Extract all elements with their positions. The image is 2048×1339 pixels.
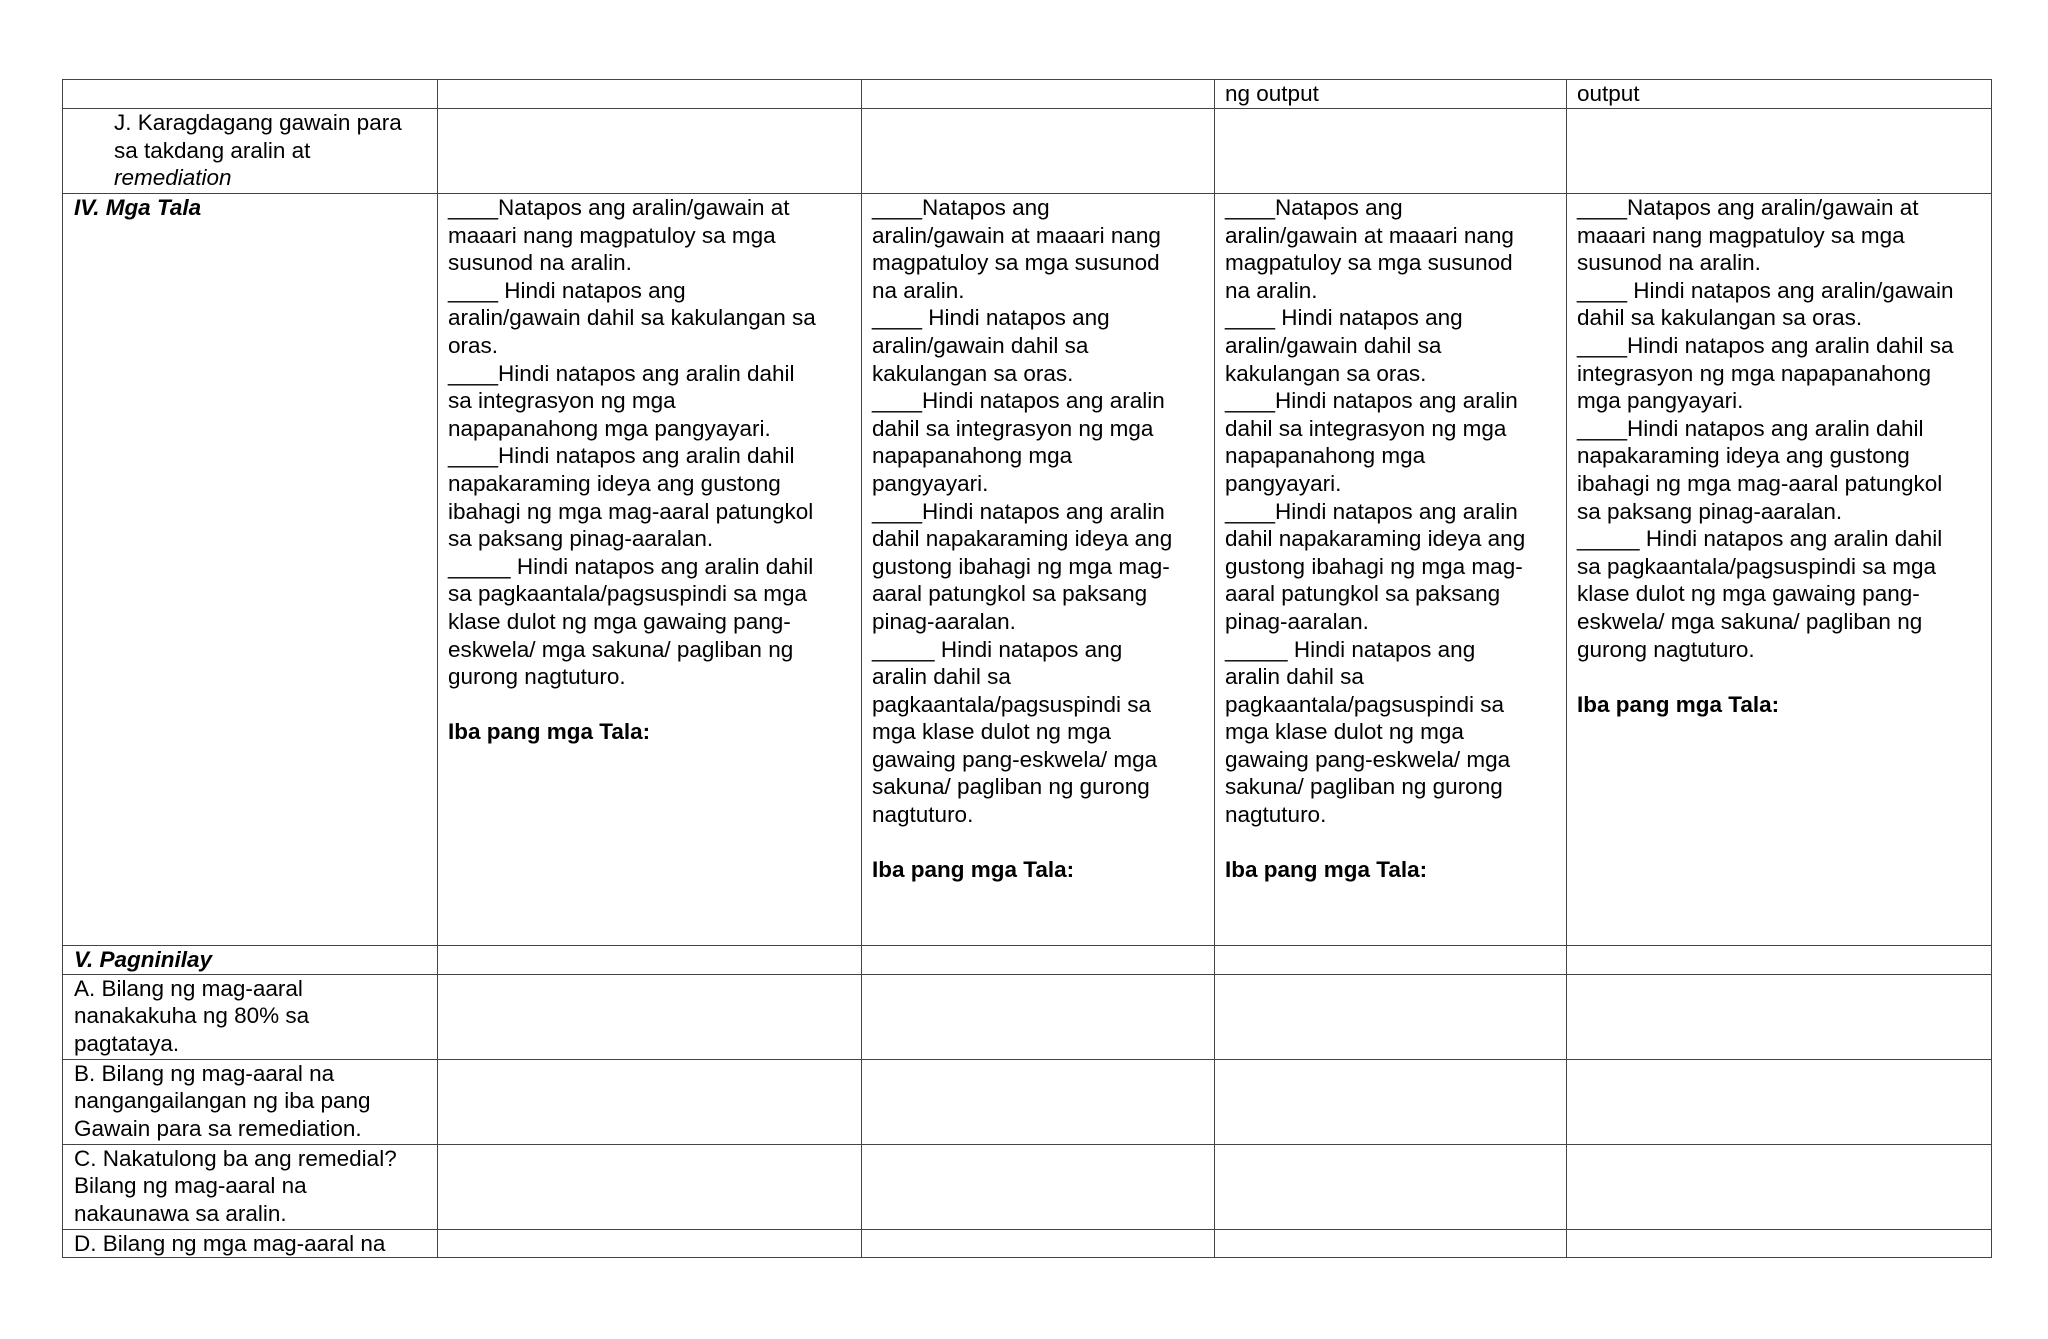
note-line: eskwela/ mga sakuna/ pagliban ng bbox=[1577, 608, 1923, 634]
note-line: susunod na aralin. bbox=[448, 250, 632, 276]
cell-empty bbox=[438, 946, 862, 975]
row-d-label-cell bbox=[63, 1229, 438, 1258]
note-line: ____ Hindi natapos ang bbox=[448, 277, 686, 303]
note-line: aralin dahil sa bbox=[1225, 664, 1364, 690]
note-line: ____Hindi natapos ang aralin dahil bbox=[1577, 415, 1924, 441]
row-b-line1: B. Bilang ng mag-aaral na bbox=[74, 1060, 335, 1086]
row-j-label-line2: sa takdang aralin at bbox=[114, 137, 311, 163]
note-line: eskwela/ mga sakuna/ pagliban ng bbox=[448, 636, 794, 662]
cell-empty bbox=[1215, 1144, 1567, 1229]
note-line: sa integrasyon ng mga bbox=[448, 388, 676, 414]
note-line: maaari nang magpatuloy sa mga bbox=[1577, 222, 1905, 248]
note-line: kakulangan sa oras. bbox=[872, 360, 1074, 386]
note-line: mga klase dulot ng mga bbox=[1225, 719, 1464, 745]
cell-empty bbox=[438, 80, 862, 109]
row-c-line2: Bilang ng mag-aaral na bbox=[74, 1173, 307, 1199]
note-line: gustong ibahagi ng mga mag- bbox=[1225, 553, 1523, 579]
header-continuation-row bbox=[63, 80, 1992, 109]
note-line: mga klase dulot ng mga bbox=[872, 719, 1111, 745]
cell-empty bbox=[1215, 109, 1567, 194]
note-line: mga pangyayari. bbox=[1577, 388, 1744, 414]
header-cell-col3: ng output bbox=[1215, 80, 1567, 109]
note-line: ____Natapos ang aralin/gawain at bbox=[448, 195, 790, 220]
cell-empty bbox=[438, 974, 862, 1059]
note-line: napakaraming ideya ang gustong bbox=[1577, 443, 1910, 469]
notes-cell-col1 bbox=[438, 194, 862, 946]
note-line: integrasyon ng mga napapanahong bbox=[1577, 360, 1932, 386]
note-line: magpatuloy sa mga susunod bbox=[872, 250, 1160, 276]
note-line: ____Hindi natapos ang aralin bbox=[872, 388, 1165, 414]
note-line: sa pagkaantala/pagsuspindi sa mga bbox=[448, 581, 808, 607]
row-c-line1: C. Nakatulong ba ang remedial? bbox=[74, 1145, 397, 1171]
note-line: ____ Hindi natapos ang bbox=[1225, 305, 1463, 331]
row-a-line2: nanakakuha ng 80% sa bbox=[74, 1003, 310, 1029]
row-d-line1: D. Bilang ng mga mag-aaral na bbox=[74, 1230, 386, 1256]
note-line: ____Hindi natapos ang aralin bbox=[872, 498, 1165, 524]
cell-empty bbox=[862, 1059, 1215, 1144]
row-c-remedial bbox=[63, 1144, 1992, 1229]
row-a-line1: A. Bilang ng mag-aaral bbox=[74, 975, 303, 1001]
cell-empty bbox=[862, 109, 1215, 194]
row-b-line3: Gawain para sa remediation. bbox=[74, 1115, 362, 1141]
other-notes-label: Iba pang mga Tala: bbox=[1577, 691, 1780, 717]
note-line: susunod na aralin. bbox=[1577, 250, 1761, 276]
cell-empty bbox=[1567, 974, 1992, 1059]
notes-list-col1 bbox=[448, 194, 851, 691]
cell-empty bbox=[438, 1229, 862, 1258]
note-line: _____ Hindi natapos ang bbox=[872, 636, 1123, 662]
row-a-bilang-80 bbox=[63, 974, 1992, 1059]
note-line: na aralin. bbox=[1225, 277, 1318, 303]
note-line: sa paksang pinag-aaralan. bbox=[448, 526, 714, 552]
note-line: dahil sa integrasyon ng mga bbox=[1225, 415, 1507, 441]
note-line: pagkaantala/pagsuspindi sa bbox=[1225, 691, 1504, 717]
note-line: aralin/gawain dahil sa bbox=[1225, 332, 1442, 358]
note-line: _____ Hindi natapos ang aralin dahil bbox=[1577, 526, 1943, 552]
note-line: napapanahong mga pangyayari. bbox=[448, 415, 771, 441]
row-j-karagdagang-gawain bbox=[63, 109, 1992, 194]
row-b-label-cell bbox=[63, 1059, 438, 1144]
row-c-line3: nakaunawa sa aralin. bbox=[74, 1200, 287, 1226]
note-line: aralin/gawain dahil sa bbox=[872, 332, 1089, 358]
row-v-label-cell bbox=[63, 946, 438, 975]
note-line: nagtuturo. bbox=[1225, 802, 1327, 828]
note-line: ____Hindi natapos ang aralin bbox=[1225, 388, 1518, 414]
cell-empty bbox=[1215, 974, 1567, 1059]
cell-empty bbox=[1567, 1144, 1992, 1229]
note-line: gawaing pang-eskwela/ mga bbox=[872, 746, 1158, 772]
note-line: pinag-aaralan. bbox=[1225, 608, 1369, 634]
notes-cell-col4 bbox=[1567, 194, 1992, 946]
note-line: dahil napakaraming ideya ang bbox=[872, 526, 1173, 552]
note-line: aaral patungkol sa paksang bbox=[872, 581, 1148, 607]
note-line: pangyayari. bbox=[1225, 470, 1342, 496]
note-line: dahil sa integrasyon ng mga bbox=[872, 415, 1154, 441]
cell-empty bbox=[862, 80, 1215, 109]
note-line: dahil sa kakulangan sa oras. bbox=[1577, 305, 1863, 331]
note-line: magpatuloy sa mga susunod bbox=[1225, 250, 1513, 276]
note-line: maaari nang magpatuloy sa mga bbox=[448, 222, 776, 248]
cell-empty bbox=[1567, 946, 1992, 975]
cell-empty bbox=[438, 1059, 862, 1144]
row-j-label-line1: J. Karagdagang gawain para bbox=[114, 110, 402, 135]
note-line: sakuna/ pagliban ng gurong bbox=[1225, 774, 1503, 800]
other-notes-label: Iba pang mga Tala: bbox=[872, 857, 1075, 883]
note-line: aralin/gawain at maaari nang bbox=[1225, 222, 1514, 248]
note-line: _____ Hindi natapos ang aralin dahil bbox=[448, 553, 814, 579]
note-line: ____ Hindi natapos ang aralin/gawain bbox=[1577, 277, 1954, 303]
note-line: pangyayari. bbox=[872, 470, 989, 496]
note-line: gustong ibahagi ng mga mag- bbox=[872, 553, 1170, 579]
row-iv-mga-tala bbox=[63, 194, 1992, 946]
note-line: _____ Hindi natapos ang bbox=[1225, 636, 1476, 662]
cell-empty bbox=[1567, 1229, 1992, 1258]
note-line: ____Hindi natapos ang aralin dahil bbox=[448, 360, 795, 386]
cell-empty bbox=[438, 1144, 862, 1229]
cell-empty bbox=[862, 1144, 1215, 1229]
note-line: sakuna/ pagliban ng gurong bbox=[872, 774, 1150, 800]
note-line: sa paksang pinag-aaralan. bbox=[1577, 498, 1843, 524]
row-b-remediation bbox=[63, 1059, 1992, 1144]
note-line: na aralin. bbox=[872, 277, 965, 303]
note-line: ____ Hindi natapos ang bbox=[872, 305, 1110, 331]
notes-list-col3 bbox=[1225, 194, 1556, 829]
cell-empty bbox=[1215, 1059, 1567, 1144]
lesson-log-table bbox=[62, 79, 1992, 1258]
row-b-line2: nangangailangan ng iba pang bbox=[74, 1088, 371, 1114]
note-line: oras. bbox=[448, 332, 499, 358]
notes-cell-col2 bbox=[862, 194, 1215, 946]
cell-empty bbox=[1567, 109, 1992, 194]
note-line: ____Natapos ang bbox=[872, 195, 1050, 220]
note-line: ____Hindi natapos ang aralin dahil bbox=[448, 443, 795, 469]
note-line: ____Natapos ang aralin/gawain at bbox=[1577, 195, 1919, 220]
note-line: gurong nagtuturo. bbox=[1577, 636, 1755, 662]
note-line: nagtuturo. bbox=[872, 802, 974, 828]
header-cell-col4: output bbox=[1567, 80, 1992, 109]
cell-empty bbox=[862, 946, 1215, 975]
row-d-bilang bbox=[63, 1229, 1992, 1258]
note-line: klase dulot ng mga gawaing pang- bbox=[448, 608, 791, 634]
cell-empty bbox=[1215, 946, 1567, 975]
note-line: aralin dahil sa bbox=[872, 664, 1011, 690]
cell-empty bbox=[862, 1229, 1215, 1258]
note-line: sa pagkaantala/pagsuspindi sa mga bbox=[1577, 553, 1937, 579]
note-line: kakulangan sa oras. bbox=[1225, 360, 1427, 386]
note-line: ibahagi ng mga mag-aaral patungkol bbox=[448, 498, 814, 524]
note-line: pinag-aaralan. bbox=[872, 608, 1016, 634]
note-line: dahil napakaraming ideya ang bbox=[1225, 526, 1526, 552]
row-a-line3: pagtataya. bbox=[74, 1030, 180, 1056]
notes-list-col4 bbox=[1577, 194, 1981, 663]
cell-empty bbox=[1567, 1059, 1992, 1144]
notes-cell-col3 bbox=[1215, 194, 1567, 946]
note-line: napakaraming ideya ang gustong bbox=[448, 470, 781, 496]
other-notes-label: Iba pang mga Tala: bbox=[448, 719, 651, 745]
note-line: napapanahong mga bbox=[1225, 443, 1426, 469]
note-line: ibahagi ng mga mag-aaral patungkol bbox=[1577, 470, 1943, 496]
row-iv-label-cell bbox=[63, 194, 438, 946]
note-line: aaral patungkol sa paksang bbox=[1225, 581, 1501, 607]
note-line: gawaing pang-eskwela/ mga bbox=[1225, 746, 1511, 772]
section-label-mga-tala: IV. Mga Tala bbox=[74, 195, 202, 220]
cell-empty bbox=[63, 80, 438, 109]
note-line: gurong nagtuturo. bbox=[448, 664, 626, 690]
note-line: pagkaantala/pagsuspindi sa bbox=[872, 691, 1151, 717]
note-line: klase dulot ng mga gawaing pang- bbox=[1577, 581, 1920, 607]
row-a-label-cell bbox=[63, 974, 438, 1059]
cell-empty bbox=[438, 109, 862, 194]
note-line: ____Hindi natapos ang aralin dahil sa bbox=[1577, 332, 1954, 358]
note-line: ____Hindi natapos ang aralin bbox=[1225, 498, 1518, 524]
other-notes-label: Iba pang mga Tala: bbox=[1225, 857, 1428, 883]
row-j-label-line3: remediation bbox=[114, 165, 232, 191]
note-line: ____Natapos ang bbox=[1225, 195, 1403, 220]
section-label-pagninilay: V. Pagninilay bbox=[74, 947, 212, 972]
note-line: napapanahong mga bbox=[872, 443, 1073, 469]
note-line: aralin/gawain dahil sa kakulangan sa bbox=[448, 305, 816, 331]
row-c-label-cell bbox=[63, 1144, 438, 1229]
cell-empty bbox=[1215, 1229, 1567, 1258]
cell-empty bbox=[862, 974, 1215, 1059]
notes-list-col2 bbox=[872, 194, 1204, 829]
row-v-pagninilay bbox=[63, 946, 1992, 975]
row-j-label bbox=[63, 109, 438, 194]
note-line: aralin/gawain at maaari nang bbox=[872, 222, 1161, 248]
